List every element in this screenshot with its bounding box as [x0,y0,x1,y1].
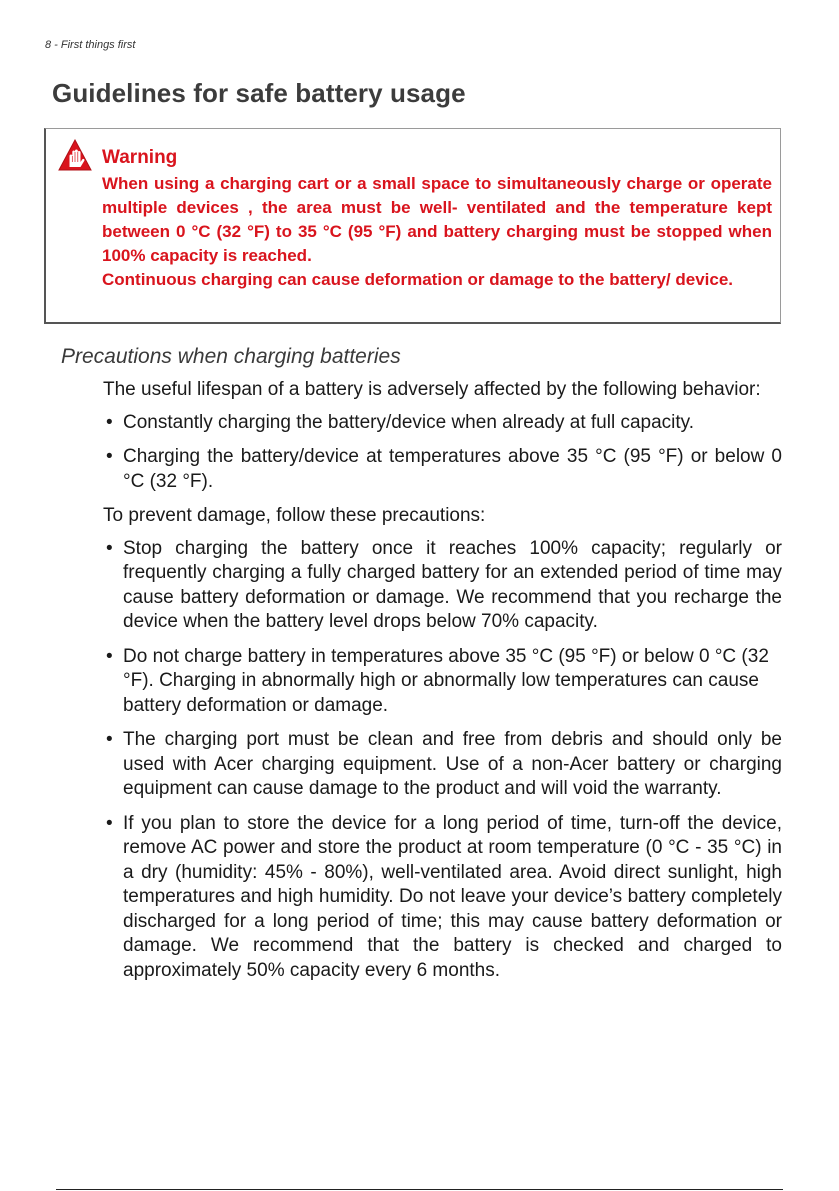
warning-line: Continuous charging can cause deformation or damage to the battery/ device. [102,270,734,289]
intro-paragraph: The useful lifespan of a battery is adversely affected by the following behavior: [103,379,761,400]
running-head: 8 - First things first [45,39,136,51]
bullet-mark: • [106,729,113,750]
bullet-mark: • [106,645,113,667]
warning-hand-icon [58,139,92,175]
list-item-text: The charging port must be clean and free from debris and should only be used with Acer charging equipment. Use of a non-Acer battery or charging equipment can cause damage to the product and will void the warranty. [123,729,782,799]
list-item [103,411,782,436]
list-item-text: Stop charging the battery once it reaches 100% capacity; regularly or frequently charging a fully charged battery for an extended period of time may cause battery deformation or damage. We recommend that you recharge the device when the battery level drops below 70% capacity. [123,537,782,632]
bullet-mark: • [106,446,113,467]
list-item [103,728,782,802]
bullet-mark: • [106,411,113,433]
list-item-text: If you plan to store the device for a long period of time, turn-off the device, remove AC power and store the product at room temperature (0 °C - 35 °C) in a dry (humidity: 45% - 80%), well-ventilated area. Avoid direct sunlight, high temperatures and high humidity. Do not leave your device’s battery completely discharged for a long period of time; this may cause battery deformation or damage. We recommend that the battery is checked and charged to approximately 50% capacity every 6 months. [123,812,782,981]
precaution-list [103,537,782,984]
warning-box [44,128,781,324]
warning-line: When using a charging cart or a small space to simultaneously charge or operate multiple devices , the area must be well- ventilated and the temperature kept between 0 °C (32 °F) to 35 °C (95 °F) and battery charging must be stopped when 100% capacity is reached. [102,174,772,265]
list-item [103,537,782,635]
precautions-intro: To prevent damage, follow these precautions: [103,505,486,526]
warning-heading: Warning [102,147,178,168]
footer-rule [56,1189,783,1190]
list-item-text: Constantly charging the battery/device when already at full capacity. [123,411,695,433]
warning-text [102,172,772,292]
list-item-text: Do not charge battery in temperatures above 35 °C (95 °F) or below 0 °C (32 °F). Charging in abnormally high or abnormally low temperatures can cause battery deformation or damage. [123,645,769,716]
list-item [103,812,782,984]
section-heading: Precautions when charging batteries [61,345,401,368]
section-body [103,378,782,983]
behavior-list [103,411,782,495]
list-item [103,645,782,719]
list-item-text: Charging the battery/device at temperatures above 35 °C (95 °F) or below 0 °C (32 °F). [123,446,782,492]
bullet-mark: • [106,812,113,834]
list-item [103,445,782,494]
page-title: Guidelines for safe battery usage [52,78,466,108]
bullet-mark: • [106,537,113,559]
